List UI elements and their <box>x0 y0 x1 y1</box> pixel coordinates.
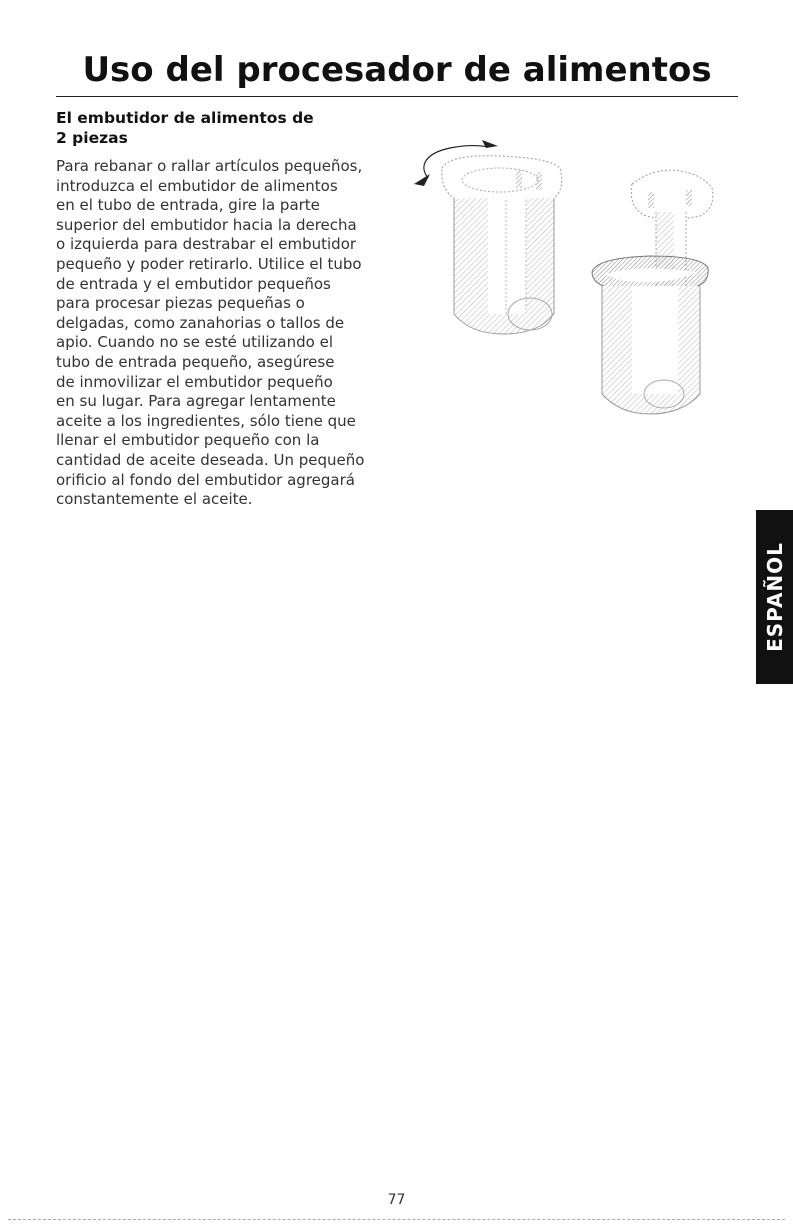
body-line: orificio al fondo del embutidor agregará <box>56 470 355 489</box>
title-divider <box>56 96 738 97</box>
section-heading-line: 2 piezas <box>56 129 128 147</box>
body-line: aceite a los ingredientes, sólo tiene que <box>56 411 356 430</box>
body-line: delgadas, como zanahorias o tallos de <box>56 313 345 332</box>
section-heading <box>56 108 386 148</box>
section-body <box>56 157 396 510</box>
body-line: en el tubo de entrada, gire la parte <box>56 196 320 215</box>
body-line: Para rebanar o rallar artículos pequeños, <box>56 157 363 175</box>
page-number: 77 <box>387 1192 406 1208</box>
food-pusher-illustration <box>410 128 720 428</box>
body-line: constantemente el aceite. <box>56 490 253 509</box>
body-line: o izquierda para destrabar el embutidor <box>56 235 357 254</box>
section-heading-line: El embutidor de alimentos de <box>56 109 314 127</box>
page-title: Uso del procesador de alimentos <box>82 50 712 90</box>
body-line: pequeño y poder retirarlo. Utilice el tubo <box>56 254 362 273</box>
body-line: cantidad de aceite deseada. Un pequeño <box>56 450 365 469</box>
body-line: en su lugar. Para agregar lentamente <box>56 392 336 411</box>
body-line: para procesar piezas pequeñas o <box>56 294 305 313</box>
language-tab-label: ESPAÑOL <box>762 542 787 652</box>
body-line: de inmovilizar el embutidor pequeño <box>56 372 333 391</box>
language-tab <box>756 510 793 684</box>
food-pusher-assembled-icon <box>442 156 562 334</box>
body-line: introduzca el embutidor de alimentos <box>56 176 338 195</box>
body-line: apio. Cuando no se esté utilizando el <box>56 333 333 352</box>
food-pusher-separated-icon <box>592 170 713 414</box>
body-line: de entrada y el embutidor pequeños <box>56 274 331 293</box>
body-line: superior del embutidor hacia la derecha <box>56 215 357 234</box>
bottom-divider <box>8 1219 785 1220</box>
body-line: llenar el embutidor pequeño con la <box>56 431 320 450</box>
body-line: tubo de entrada pequeño, asegúrese <box>56 352 335 371</box>
